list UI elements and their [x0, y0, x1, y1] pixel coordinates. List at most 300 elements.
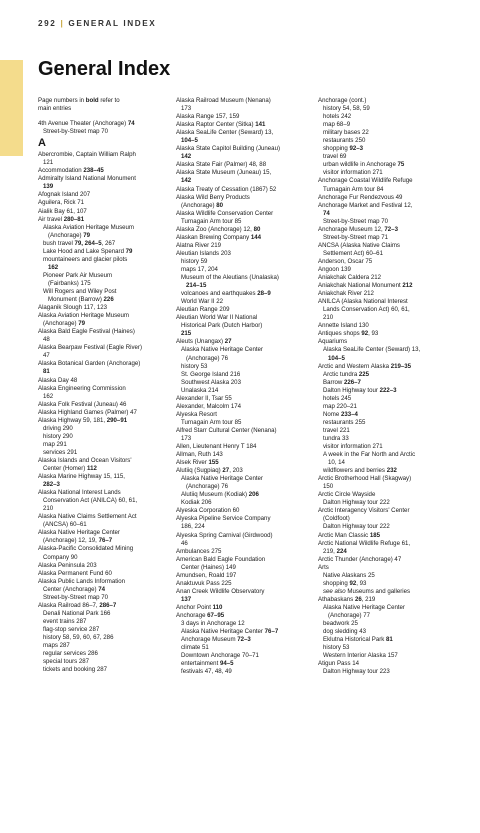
index-entry	[318, 202, 452, 210]
index-entry	[318, 330, 452, 338]
index-subentry	[318, 250, 452, 258]
entry-text: Alaska State Museum (Juneau) 15,	[176, 169, 272, 177]
index-subentry	[318, 451, 452, 459]
entry-text: Monument (Barrow)	[48, 296, 104, 304]
index-subentry	[176, 177, 310, 185]
index-subentry	[176, 660, 310, 668]
main-page-ref: 219–35	[390, 362, 412, 370]
index-entry	[176, 395, 310, 403]
main-page-ref: 206	[248, 491, 259, 499]
entry-text: Alyeska Spring Carnival (Girdwood)	[176, 531, 273, 539]
index-subentry	[176, 218, 310, 226]
index-entry	[176, 250, 310, 258]
main-page-ref: 104–5	[328, 354, 345, 362]
entry-text: Alaska State Capitol Building (Juneau)	[176, 145, 280, 153]
entry-text: restaurants 250	[323, 137, 366, 145]
main-page-ref: 67–95	[207, 612, 225, 619]
entry-text: Dalton Highway tour 223	[323, 668, 390, 676]
index-subentry	[176, 105, 310, 113]
index-entry	[176, 186, 310, 194]
index-subentry	[318, 483, 452, 491]
index-entry	[176, 226, 310, 234]
index-subentry	[318, 668, 452, 676]
index-entry	[176, 556, 310, 564]
main-page-ref: 104–5	[181, 137, 198, 145]
main-page-ref: 212	[402, 282, 413, 290]
main-page-ref: 142	[181, 177, 192, 185]
main-page-ref: 290–91	[106, 416, 128, 424]
index-subentry	[318, 411, 452, 419]
entry-text: Alaska Marine Highway 15, 115,	[38, 473, 125, 481]
entry-text: (Coldfoot)	[323, 515, 350, 523]
page-ref: , 219	[361, 595, 376, 603]
index-subentry	[318, 523, 452, 531]
index-subentry	[176, 652, 310, 660]
index-entry	[38, 208, 172, 216]
entry-text: driving 290	[43, 424, 73, 432]
entry-text: climate 51	[181, 644, 209, 652]
index-subentry	[176, 322, 310, 330]
index-subentry	[318, 371, 452, 379]
entry-text: Native Alaskans 25	[323, 571, 375, 579]
index-subentry	[318, 395, 452, 403]
index-entry	[176, 612, 310, 620]
main-page-ref: 225	[358, 370, 370, 378]
index-subentry	[318, 644, 452, 652]
index-entry	[176, 572, 310, 580]
index-entry	[38, 120, 172, 128]
entry-text: Admiralty Island National Monument	[38, 175, 136, 183]
index-entry	[176, 121, 310, 129]
entry-text: Alyeska Corporation 60	[176, 507, 240, 515]
index-subentry	[318, 314, 452, 322]
index-subentry	[38, 425, 172, 433]
entry-text: Settlement Act) 60–61	[323, 249, 383, 257]
index-entry	[318, 507, 452, 515]
index-entry	[38, 377, 172, 385]
index-entry	[38, 562, 172, 570]
entry-text: Street-by-Street map 70	[323, 217, 389, 225]
index-subentry	[38, 497, 172, 505]
entry-text: 3 days in Anchorage 12	[181, 620, 245, 628]
entry-text: Aguilera, Rick 71	[38, 199, 85, 207]
main-page-ref: 80	[216, 201, 224, 209]
index-subentry	[318, 218, 452, 226]
index-subentry	[318, 459, 452, 467]
index-subentry	[38, 336, 172, 344]
index-subentry	[176, 298, 310, 306]
index-subentry	[176, 153, 310, 161]
index-subentry	[318, 346, 452, 354]
index-subentry	[318, 234, 452, 242]
entry-text: Alaska Engineering Commission	[38, 384, 126, 392]
entry-text: Alaska Islands and Ocean Visitors'	[38, 456, 132, 464]
entry-text: visitor information 271	[323, 169, 383, 177]
index-subentry	[38, 618, 172, 626]
index-entry	[176, 588, 310, 596]
main-page-ref: 226	[103, 296, 114, 304]
entry-text: Alexander II, Tsar 55	[176, 394, 232, 402]
index-entry	[176, 411, 310, 419]
index-subentry	[318, 169, 452, 177]
index-entry	[176, 306, 310, 314]
entry-text: 162	[43, 392, 54, 400]
main-page-ref: 139	[43, 183, 54, 191]
main-page-ref: 215	[181, 330, 192, 338]
entry-text: hotels 242	[323, 113, 352, 121]
index-entry	[38, 151, 172, 159]
entry-text: Page numbers in	[38, 97, 86, 104]
entry-text: flag-stop service 287	[43, 625, 100, 633]
entry-text: Will Rogers and Wiley Post	[43, 287, 117, 295]
entry-text: wildflowers and berries	[323, 467, 387, 475]
index-entry	[38, 105, 172, 113]
index-subentry	[38, 240, 172, 248]
index-entry	[38, 545, 172, 553]
entry-text: Alaska Native Heritage Center	[38, 529, 120, 537]
index-entry	[176, 169, 310, 177]
index-subentry	[38, 352, 172, 360]
index-subentry	[176, 540, 310, 548]
index-entry	[38, 97, 172, 105]
entry-text: 219,	[323, 547, 337, 555]
entry-text: (Fairbanks) 175	[48, 279, 91, 287]
entry-text: special tours 287	[43, 658, 90, 666]
entry-text: Center (Anchorage)	[43, 585, 99, 593]
entry-text: Lands Conservation Act) 60, 61,	[323, 306, 410, 314]
entry-text: Aquariums	[318, 338, 348, 346]
index-subentry	[318, 129, 452, 137]
entry-text: Anan Creek Wildlife Observatory	[176, 587, 265, 595]
entry-text: Denali National Park 166	[43, 609, 111, 617]
entry-text: Alaganik Slough 117, 123	[38, 304, 108, 312]
entry-text: volcanoes and earthquakes	[181, 290, 258, 298]
entry-text: (Anchorage)	[43, 320, 79, 328]
main-page-ref: 162	[48, 263, 59, 271]
entry-text: Aniakchak Caldera 212	[318, 274, 382, 282]
index-subentry	[176, 387, 310, 395]
entry-text: Alutiiq (Sugpiaq)	[176, 467, 223, 475]
entry-text: Unalaska 214	[181, 386, 219, 394]
index-entry	[318, 338, 452, 346]
index-column-3	[318, 97, 452, 676]
index-subentry	[176, 282, 310, 290]
index-subentry	[38, 594, 172, 602]
index-subentry	[38, 264, 172, 272]
index-subentry	[38, 320, 172, 328]
entry-text: Center (Haines) 149	[181, 563, 236, 571]
page-ref: , 267	[101, 239, 116, 247]
index-entry	[38, 312, 172, 320]
entry-text: Arctic Circle Wayside	[318, 491, 376, 499]
index-entry	[38, 489, 172, 497]
index-subentry	[176, 564, 310, 572]
index-subentry	[176, 330, 310, 338]
entry-text: Ambulances 275	[176, 547, 222, 555]
entry-text: 47	[43, 352, 50, 360]
main-page-ref: 72–3	[384, 225, 398, 233]
entry-text: Street-by-Street map 71	[323, 233, 389, 241]
index-entry	[318, 596, 452, 604]
entry-text: main entries	[38, 105, 72, 113]
main-page-ref: 28–9	[257, 290, 271, 298]
index-subentry	[318, 419, 452, 427]
index-subentry	[38, 368, 172, 376]
entry-text: Allen, Lieutenant Henry T 184	[176, 443, 257, 451]
index-entry	[38, 167, 172, 175]
entry-text: American Bald Eagle Foundation	[176, 555, 266, 563]
entry-text: Alsek River	[176, 459, 209, 467]
entry-text: visitor information 271	[323, 443, 383, 451]
index-entry	[318, 363, 452, 371]
main-page-ref: 81	[43, 368, 50, 376]
entry-text: Company 90	[43, 553, 78, 561]
index-subentry	[176, 355, 310, 363]
entry-text: Alaska Zoo (Anchorage) 12,	[176, 225, 254, 233]
page-ref: , 93	[356, 579, 367, 587]
entry-text: Athabaskans	[318, 595, 355, 603]
entry-text: Alexander, Malcolm 174	[176, 402, 242, 410]
entry-text: Anderson, Oscar 75	[318, 257, 373, 265]
main-page-ref: 282–3	[43, 481, 60, 489]
entry-text: Anchorage Museum 12,	[318, 225, 385, 233]
entry-text: Alaska Public Lands Information	[38, 577, 126, 585]
entry-text: (Anchorage)	[181, 201, 217, 209]
entry-text: Alaskan Brewing Company	[176, 233, 251, 241]
index-entry	[176, 210, 310, 218]
index-subentry	[38, 288, 172, 296]
index-subentry	[318, 499, 452, 507]
entry-text: (Anchorage) 76	[186, 354, 229, 362]
entry-text: tickets and booking 287	[43, 666, 108, 674]
entry-text: history 54, 58, 59	[323, 105, 370, 113]
entry-text: regular services 286	[43, 650, 98, 658]
entry-text: Dalton Highway tour 222	[323, 499, 390, 507]
index-subentry	[38, 642, 172, 650]
index-subentry	[176, 266, 310, 274]
entry-text: travel 69	[323, 153, 347, 161]
entry-text: maps 287	[43, 642, 70, 650]
main-page-ref: 76–7	[264, 628, 279, 636]
entry-text: Angoon 139	[318, 265, 351, 273]
main-page-ref: 74	[323, 209, 330, 217]
entry-text: 173	[181, 434, 192, 442]
index-subentry	[176, 346, 310, 354]
entry-text: hotels 245	[323, 394, 352, 402]
entry-text: Dalton Highway tour 222	[323, 523, 390, 531]
index-subentry	[38, 634, 172, 642]
entry-text: Anchorage	[176, 612, 208, 619]
main-page-ref: 75	[397, 161, 405, 169]
entry-text: Air travel	[38, 215, 64, 223]
entry-text: Afognak Island 207	[38, 191, 91, 199]
index-subentry	[318, 186, 452, 194]
index-subentry	[176, 668, 310, 676]
entry-text: Alatna River 219	[176, 241, 222, 249]
entry-text: (Anchorage) 76	[186, 483, 229, 491]
index-entry	[318, 491, 452, 499]
entry-text: Alaska Range 157, 159	[176, 113, 240, 121]
index-subentry	[176, 644, 310, 652]
index-subentry	[38, 393, 172, 401]
entry-text: Alaska Permanent Fund 60	[38, 569, 112, 577]
index-subentry	[38, 666, 172, 674]
index-subentry	[176, 363, 310, 371]
index-subentry	[38, 610, 172, 618]
entry-text: Western Interior Alaska 157	[323, 652, 398, 660]
index-entry	[176, 507, 310, 515]
entry-text: Alaska Native Heritage Center	[181, 346, 263, 354]
index-subentry	[176, 419, 310, 427]
entry-text: entertainment	[181, 660, 220, 668]
header-separator: |	[60, 19, 65, 28]
index-entry	[38, 529, 172, 537]
index-subentry	[318, 105, 452, 113]
entry-text: Alaska Native Claims Settlement Act	[38, 513, 137, 521]
main-page-ref: 232	[386, 467, 397, 475]
index-subentry	[318, 161, 452, 169]
index-entry	[176, 161, 310, 169]
index-subentry	[38, 537, 172, 545]
entry-text: Arctic Brotherhood Hall (Skagway)	[318, 475, 412, 483]
entry-text: history 58, 59, 60, 67, 286	[43, 634, 114, 641]
entry-text: Center (Homer)	[43, 465, 88, 473]
entry-text: Barrow	[323, 378, 344, 386]
index-entry	[318, 556, 452, 564]
entry-text: Aleutian World War II National	[176, 314, 258, 322]
index-entry	[38, 570, 172, 578]
section-letter: A	[38, 137, 46, 150]
index-subentry	[318, 210, 452, 218]
entry-text: 150	[323, 483, 334, 491]
index-entry	[318, 226, 452, 234]
entry-text: maps 17, 204	[181, 265, 218, 273]
entry-text: map 68–9	[323, 121, 351, 129]
entry-text: history 53	[181, 362, 208, 370]
entry-text: (Anchorage) 12, 19,	[43, 537, 99, 545]
index-subentry	[318, 628, 452, 636]
entry-text: Alaska State Fair (Palmer) 48, 88	[176, 161, 267, 169]
main-page-ref: 226–7	[344, 378, 361, 386]
index-subentry	[176, 483, 310, 491]
entry-text: Alaska Botanical Garden (Anchorage)	[38, 360, 141, 368]
entry-text: Alaska Aviation Heritage Museum	[43, 223, 135, 231]
index-subentry	[318, 636, 452, 644]
index-entry	[38, 409, 172, 417]
index-entry	[38, 191, 172, 199]
entry-text: Arctic and Western Alaska	[318, 362, 391, 370]
entry-text: 210	[323, 314, 334, 322]
entry-text: 48	[43, 336, 50, 344]
entry-text: Alaska Folk Festival (Juneau) 46	[38, 400, 127, 408]
index-entry	[176, 515, 310, 523]
main-page-ref: 112	[87, 465, 97, 473]
entry-text: 121	[43, 159, 54, 167]
index-subentry	[38, 441, 172, 449]
entry-text: Street-by-Street map 70	[43, 128, 109, 136]
entry-text: 4th Avenue Theater (Anchorage)	[38, 120, 128, 128]
main-page-ref: 280–81	[63, 215, 85, 223]
entry-text: Anchorage Fur Rendezvous 49	[318, 193, 403, 201]
index-subentry	[38, 159, 172, 167]
entry-text: travel 221	[323, 426, 350, 434]
index-entry	[176, 234, 310, 242]
index-entry	[318, 274, 452, 282]
entry-text: Arts	[318, 563, 329, 571]
entry-text: Alyeska Pipeline Service Company	[176, 515, 271, 523]
entry-text: Alaska Peninsula 203	[38, 561, 97, 569]
entry-text: history 53	[323, 644, 350, 652]
index-entry	[176, 427, 310, 435]
index-entry	[176, 459, 310, 467]
index-entry	[38, 216, 172, 224]
entry-text: Conservation Act (ANILCA) 60, 61,	[43, 497, 138, 505]
bold-word: bold	[85, 97, 99, 104]
entry-text: Arctic Interagency Visitors' Center	[318, 507, 410, 515]
index-entry	[318, 282, 452, 290]
index-subentry	[318, 572, 452, 580]
entry-text: Alyeska Resort	[176, 410, 217, 418]
index-entry	[318, 298, 452, 306]
index-subentry	[176, 475, 310, 483]
index-subentry	[176, 620, 310, 628]
main-page-ref: 81	[386, 636, 393, 644]
index-entry	[176, 242, 310, 250]
entry-text: Alaska Bald Eagle Festival (Haines)	[38, 328, 135, 336]
entry-text: 46	[181, 539, 188, 547]
index-entry	[38, 344, 172, 352]
entry-text: Anchorage Market and Festival 12,	[318, 201, 413, 209]
main-page-ref: 224	[336, 547, 347, 555]
index-entry	[318, 540, 452, 548]
entry-text: 186, 224	[181, 523, 205, 531]
entry-text: Alaska Railroad 86–7,	[38, 601, 100, 609]
entry-gap	[38, 113, 172, 120]
index-column-2	[176, 97, 310, 676]
entry-text: Alaska Wild Berry Products	[176, 193, 250, 201]
index-entry	[38, 385, 172, 393]
entry-text: history 59	[181, 257, 208, 265]
entry-text: Alaska Aviation Heritage Museum	[38, 312, 130, 320]
main-page-ref: 286–7	[99, 601, 117, 609]
index-entry	[38, 175, 172, 183]
entry-text: festivals 47, 48, 49	[181, 668, 232, 676]
entry-text: St. George Island 216	[181, 370, 241, 378]
index-entry	[38, 457, 172, 465]
main-page-ref: 27	[224, 338, 232, 346]
entry-text: Allman, Ruth 143	[176, 451, 223, 459]
index-subentry	[318, 145, 452, 153]
index-entry	[318, 532, 452, 540]
main-page-ref: 74	[127, 120, 135, 128]
index-entry	[176, 97, 310, 105]
main-page-ref: 26	[354, 595, 362, 603]
entry-text: bush travel	[43, 239, 75, 247]
entry-text: (Anchorage) 77	[328, 612, 371, 619]
page-ref: , 203	[229, 467, 243, 475]
entry-text: Alaska Bearpaw Festival (Eagle River)	[38, 344, 142, 352]
index-entry	[318, 322, 452, 330]
index-subentry	[318, 612, 452, 620]
main-page-ref: 92–3	[349, 145, 363, 153]
index-subentry	[38, 296, 172, 304]
entry-text: Antiques shops	[318, 330, 362, 338]
entry-text: 210	[43, 505, 54, 513]
index-subentry	[318, 379, 452, 387]
index-subentry	[318, 355, 452, 363]
index-subentry	[318, 443, 452, 451]
index-subentry	[176, 202, 310, 210]
